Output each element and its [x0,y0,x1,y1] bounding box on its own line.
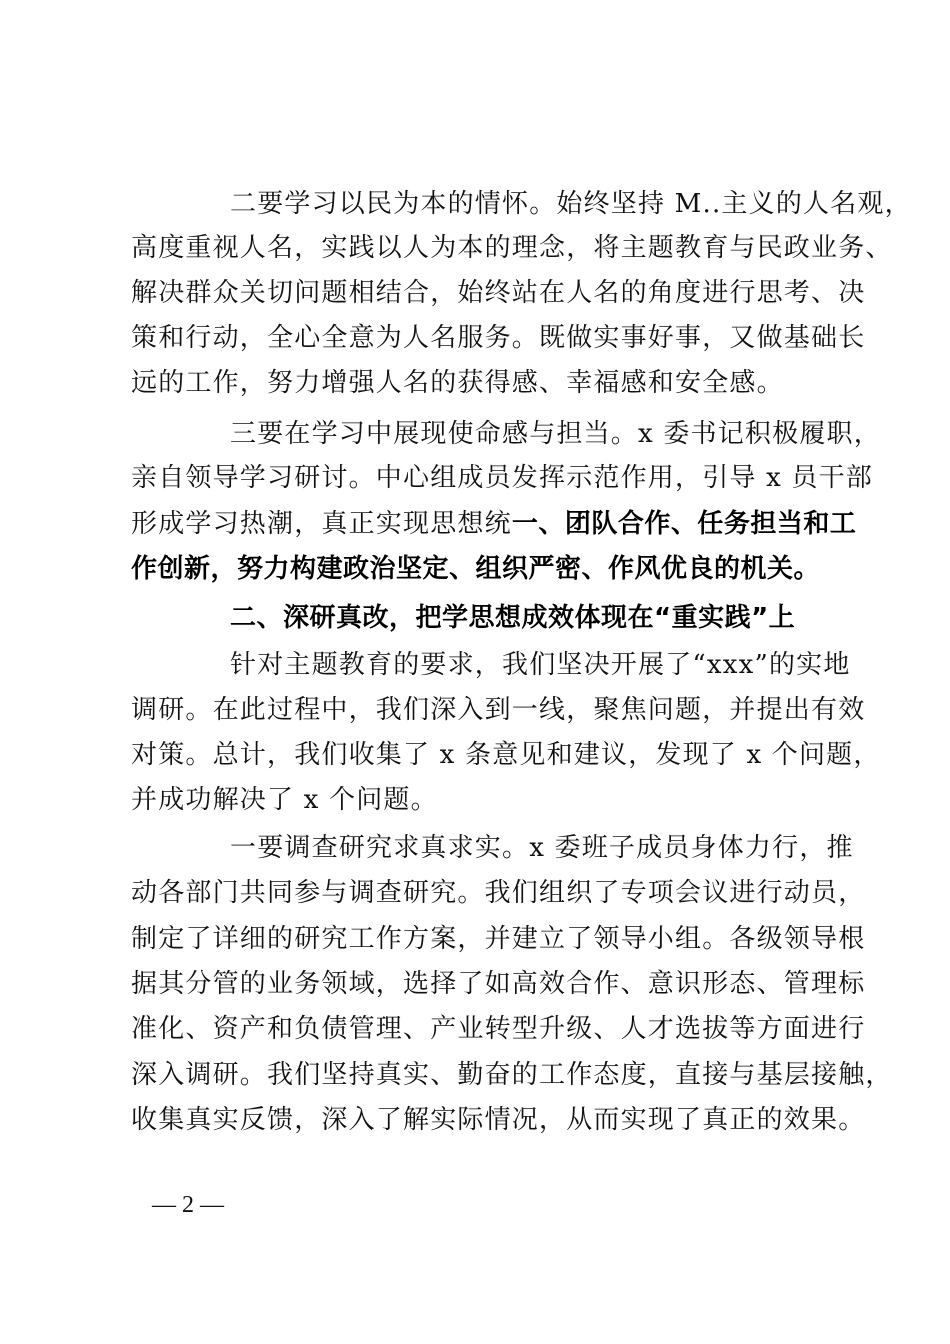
paragraph-line: 针对主题教育的要求，我们坚决开展了“xxx”的实地 [230,650,851,680]
paragraph-line: 一要调查研究求真求实。x 委班子成员身体力行，推 [230,833,854,863]
paragraph-line: 并成功解决了 x 个问题。 [131,785,438,815]
page-number: — 2 — [152,1192,224,1218]
paragraph-line-mixed [131,502,857,546]
paragraph-line: 准化、资产和负债管理、产业转型升级、人才选拔等方面进行 [131,1014,866,1044]
paragraph-line: 解决群众关切问题相结合，始终站在人名的角度进行思考、决 [131,278,866,308]
paragraph-line: 三要在学习中展现使命感与担当。x 委书记积极履职， [230,419,881,449]
paragraph-line: 收集真实反馈，深入了解实际情况，从而实现了真正的效果。 [131,1105,866,1135]
paragraph-text-bold: 一、团队合作、任务担当和工 [511,509,857,539]
paragraph-line: 调研。在此过程中，我们深入到一线，聚焦问题，并提出有效 [131,695,866,725]
section-heading: 二、深研真改，把学思想成效体现在“重实践”上 [230,603,796,633]
paragraph-line: 制定了详细的研究工作方案，并建立了领导小组。各级领导根 [131,924,866,954]
paragraph-line: 二要学习以民为本的情怀。始终坚持 M..主义的人名观， [230,189,912,219]
paragraph-line-bold: 作创新，努力构建政治坚定、组织严密、作风优良的机关。 [131,554,821,584]
paragraph-line: 动各部门共同参与调查研究。我们组织了专项会议进行动员， [131,878,866,908]
paragraph-text-regular: 形成学习热潮，真正实现思想统 [131,509,512,539]
paragraph-line: 据其分管的业务领域，选择了如高效合作、意识形态、管理标 [131,969,866,999]
paragraph-line: 远的工作，努力增强人名的获得感、幸福感和安全感。 [131,368,784,398]
paragraph-line: 亲自领导学习研讨。中心组成员发挥示范作用，引导 x 员干部 [131,463,873,493]
paragraph-line: 策和行动，全心全意为人名服务。既做实事好事，又做基础长 [131,323,866,353]
paragraph-line: 对策。总计，我们收集了 x 条意见和建议，发现了 x 个问题， [131,740,881,770]
paragraph-line: 深入调研。我们坚持真实、勤奋的工作态度，直接与基层接触， [131,1060,893,1090]
paragraph-line: 高度重视人名，实践以人为本的理念，将主题教育与民政业务、 [131,233,893,263]
